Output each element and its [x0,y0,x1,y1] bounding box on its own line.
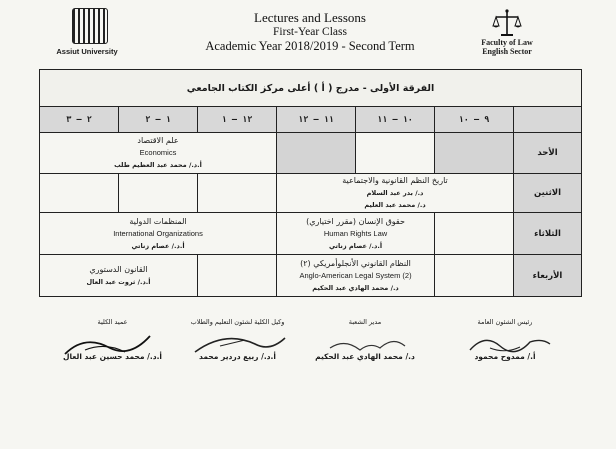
professor-name: د./ بدر عبد السلام [366,189,424,197]
time-slot: ١١ – ١٢ [277,107,356,133]
course-cell [277,213,435,255]
handwritten-signature-icon [175,328,300,358]
handwritten-signature-icon [450,328,560,358]
signature-name: أ.د./ محمد حسين عبد العال [62,352,163,361]
course-cell [40,213,277,255]
day-label: الأحد [514,133,582,174]
professor-name: أ.د./ عصام زناتي [328,241,383,250]
empty-slot [277,133,356,174]
course-cell [40,255,198,297]
course-name-ar: علم الاقتصاد [137,136,179,145]
signature-name: أ.د./ ربيع دردير محمد [199,352,276,361]
empty-slot [435,213,514,255]
signature-block [175,318,300,361]
university-name: Assiut University [56,47,118,56]
title-line-3: Academic Year 2018/2019 - Second Term [205,39,415,53]
handwritten-signature-icon [55,328,170,358]
professor-name: أ.د./ عصام زناتي [131,241,185,250]
day-label: الثلاثاء [514,213,582,255]
course-name-ar: تاريخ النظم القانونية والاجتماعية [342,176,448,185]
title-line-1: Lectures and Lessons [254,10,366,25]
course-name-en: Human Rights Law [323,228,388,238]
signature-role: عميد الكلية [97,318,128,326]
signature-block [305,318,425,361]
faculty-sector: English Sector [482,47,532,56]
professor-name: أ.د./ ثروت عبد العال [86,277,151,286]
university-logo [56,8,120,56]
empty-slot [119,174,198,213]
professor-name: د./ محمد الهادي عبد الحكيم [312,283,399,292]
course-cell [277,255,435,297]
empty-slot [435,133,514,174]
time-slot: ٢ – ٣ [40,107,119,133]
faculty-logo [462,8,552,56]
scales-of-justice-icon [492,8,522,38]
empty-slot [198,255,277,297]
professor-name: أ.د./ محمد عبد العظيم طلب [114,161,202,169]
signature-block [450,318,560,361]
empty-slot [198,174,277,213]
time-slot: ٩ – ١٠ [435,107,514,133]
day-label: الاثنين [514,174,582,213]
schedule-table [39,69,582,297]
empty-slot [40,174,119,213]
empty-slot [356,133,435,174]
course-name-ar: القانون الدستوري [89,264,148,274]
course-name-en: Anglo-American Legal System (2) [299,270,412,280]
course-name-ar: المنظمات الدولية [129,216,187,226]
time-slot: ١ – ٢ [119,107,198,133]
signature-role: مدير الشعبة [348,318,382,326]
signature-name: د./ محمد الهادي عبد الحكيم [315,352,415,361]
class-banner: الفرقة الأولى - مدرج ( أ ) أعلى مركز الكتاب الجامعي [40,70,582,107]
university-emblem-icon [72,8,108,44]
time-slot: ١٢ – ١ [198,107,277,133]
course-name-en: Economics [139,148,177,157]
day-label: الأربعاء [514,255,582,297]
handwritten-signature-icon [305,328,425,358]
signature-role: رئيس الشئون العامة [477,318,533,326]
course-name-ar: حقوق الإنسان (مقرر اختياري) [306,216,405,226]
course-cell [40,133,277,174]
empty-slot [435,255,514,297]
faculty-name: Faculty of Law [481,38,533,47]
course-name-en: International Organizations [113,228,203,238]
time-slot: ١٠ – ١١ [356,107,435,133]
corner-cell [514,107,582,133]
signature-role: وكيل الكلية لشئون التعليم والطلاب [190,318,285,326]
signature-name: أ./ ممدوح محمود [474,352,536,361]
title-line-2: First-Year Class [273,26,347,38]
document-title [170,10,450,54]
signature-block [55,318,170,361]
course-name-ar: النظام القانوني الأنجلوأمريكي (٢) [300,258,411,268]
professor-name-2: د./ محمد عبد العليم [364,201,426,209]
course-cell [277,174,514,213]
